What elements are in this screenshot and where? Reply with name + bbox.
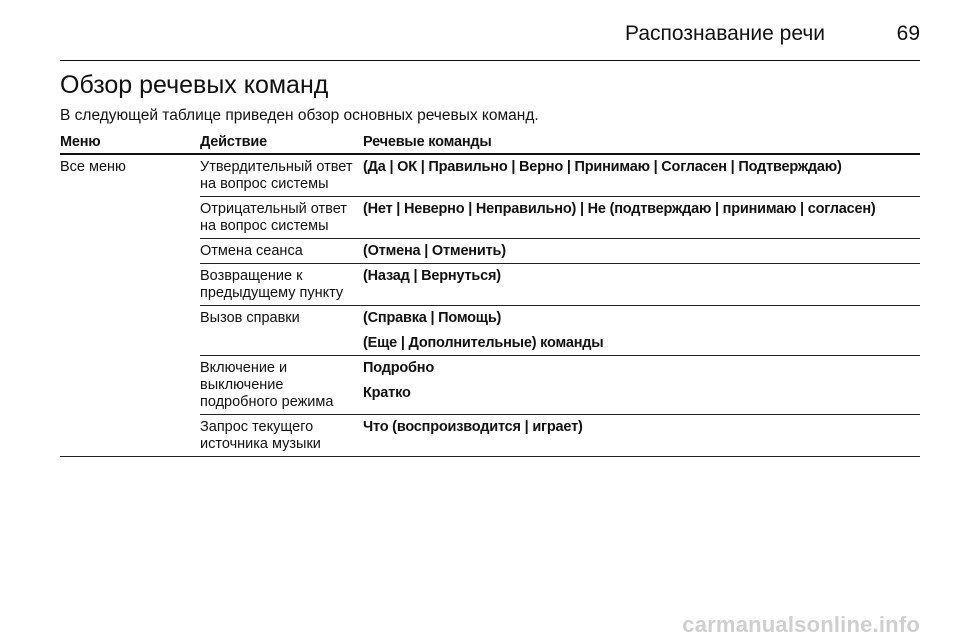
table-body (60, 154, 920, 457)
cell-menu (60, 197, 200, 239)
table-row (60, 415, 920, 457)
voice-command: (Да | ОК | Правильно | Верно | Принимаю | Согласен | Подтверждаю) (363, 159, 842, 175)
voice-command: (Справка | Помощь) (363, 310, 502, 326)
table-row (60, 197, 920, 239)
cell-commands (363, 356, 920, 415)
cell-commands (363, 197, 920, 239)
column-header-action: Действие (200, 132, 363, 154)
table-header-row (60, 132, 920, 154)
table-row (60, 306, 920, 356)
cell-action: Возвращение к предыдущему пункту (200, 264, 363, 306)
cell-action: Отмена сеанса (200, 239, 363, 264)
watermark: carmanualsonline.info (682, 612, 920, 637)
column-header-menu: Меню (60, 132, 200, 154)
cell-action: Запрос текущего источника музыки (200, 415, 363, 457)
header-title: Распознавание речи (625, 22, 825, 45)
cell-commands (363, 264, 920, 306)
intro-paragraph: В следующей таблице приведен обзор основных речевых команд. (60, 107, 539, 124)
column-header-commands: Речевые команды (363, 132, 920, 154)
header-divider (60, 60, 920, 61)
cell-action: Отрицательный ответ на вопрос системы (200, 197, 363, 239)
cell-menu (60, 356, 200, 415)
voice-command: (Еще | Дополнительные) команды (363, 335, 604, 351)
voice-command: (Отмена | Отменить) (363, 243, 506, 259)
cell-menu (60, 306, 200, 356)
cell-commands (363, 415, 920, 457)
cell-menu (60, 239, 200, 264)
cell-action: Утвердительный ответ на вопрос системы (200, 154, 363, 197)
voice-command: Что (воспроизводится | играет) (363, 419, 583, 435)
cell-commands (363, 154, 920, 197)
cell-action: Вызов справки (200, 306, 363, 356)
voice-commands-table (60, 132, 920, 457)
page-header (60, 18, 920, 58)
table-row (60, 154, 920, 197)
voice-command: (Нет | Неверно | Неправильно) | Не (подтверждаю | принимаю | согласен) (363, 201, 876, 217)
voice-command: (Назад | Вернуться) (363, 268, 501, 284)
table-row (60, 356, 920, 415)
table-row (60, 264, 920, 306)
voice-command: Подробно (363, 360, 434, 376)
cell-menu (60, 415, 200, 457)
page-number: 69 (896, 22, 920, 45)
cell-menu: Все меню (60, 159, 126, 175)
cell-action: Включение и выключение подробного режима (200, 356, 363, 415)
cell-commands (363, 239, 920, 264)
cell-menu (60, 264, 200, 306)
voice-command: Кратко (363, 385, 411, 401)
table-row (60, 239, 920, 264)
cell-commands (363, 306, 920, 356)
section-title: Обзор речевых команд (60, 71, 329, 99)
